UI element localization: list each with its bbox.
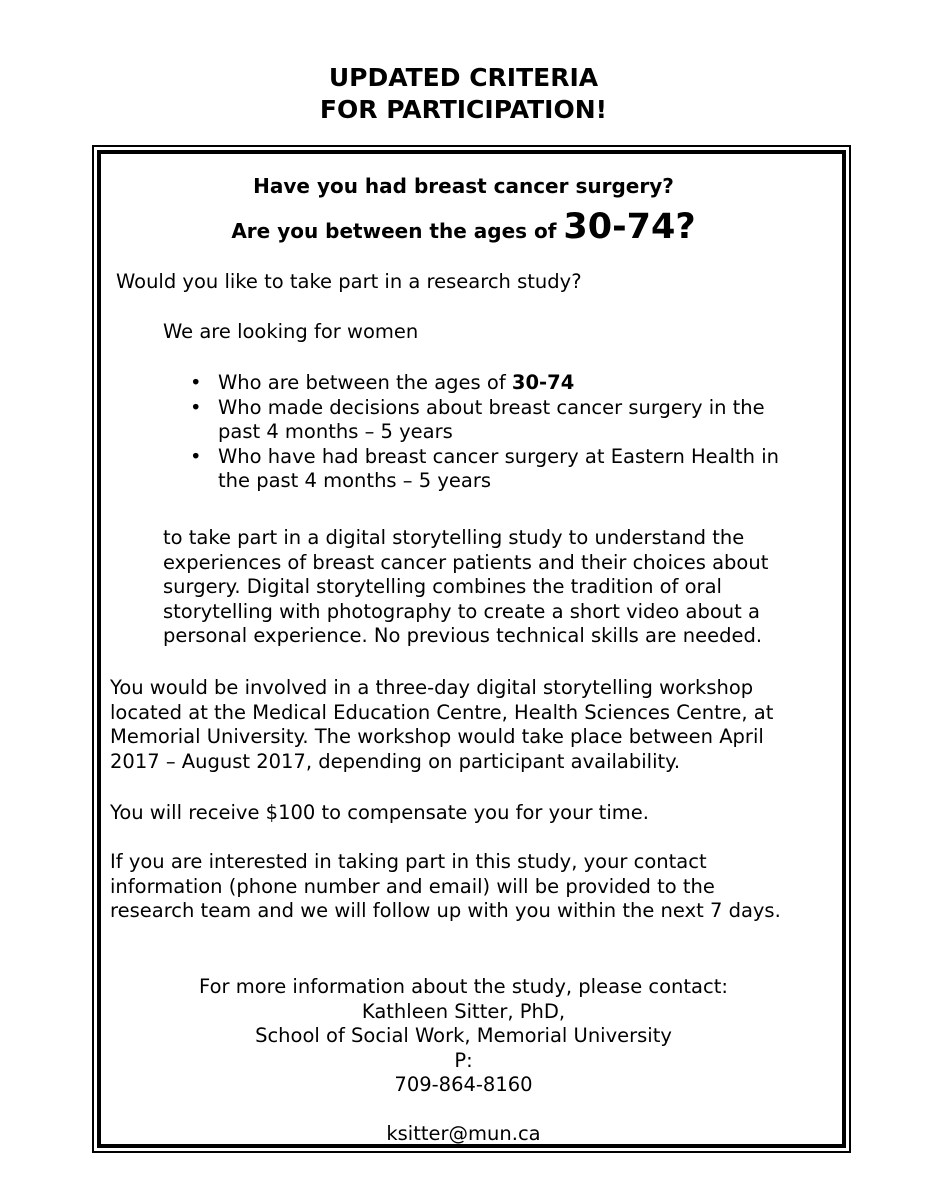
criteria-text: Who have had breast cancer surgery at Eastern Health in [218,444,780,468]
ages-question-prefix: Are you between the ages of [231,219,564,243]
title-line-1: UPDATED CRITERIA [328,63,599,92]
title-line-2: FOR PARTICIPATION! [319,95,608,124]
bullet-icon: • [190,371,202,394]
study-description [163,526,835,649]
workshop-line: 2017 – August 2017, depending on participant availability. [110,749,681,773]
contact-block [0,975,927,1147]
bullet-icon: • [190,395,202,419]
criteria-item-decisions [190,396,830,445]
study-description-line: personal experience. No previous technical skills are needed. [163,624,763,647]
looking-for-text: We are looking for women [163,320,419,343]
workshop-line: located at the Medical Education Centre, Health Sciences Centre, at [110,700,774,724]
criteria-text: Who are between the ages of [218,371,512,394]
intro-question: Would you like to take part in a research study? [116,270,582,293]
study-description-line: to take part in a digital storytelling study to understand the [163,526,745,549]
criteria-item-eastern-health [190,445,830,494]
interest-paragraph [110,850,840,924]
contact-prompt: For more information about the study, please contact: [199,975,728,998]
contact-name: Kathleen Sitter, PhD, [361,999,566,1023]
contact-details [0,1049,927,1147]
criteria-text: Who made decisions about breast cancer surgery in the [218,395,765,419]
criteria-bold-range: 30-74 [511,371,575,394]
bullet-icon: • [190,444,202,468]
phone-number[interactable]: 709-864-8160 [394,1073,533,1096]
interest-line: If you are interested in taking part in this study, your contact [110,850,707,873]
phone-prefix: P: [454,1048,473,1072]
study-description-line: experiences of breast cancer patients and their choices about [163,550,769,574]
compensation-text: You will receive $100 to compensate you for your time. [110,801,649,824]
interest-line: research team and we will follow up with you within the next 7 days. [110,899,781,922]
ages-range: 30-74? [563,207,696,247]
workshop-line: Memorial University. The workshop would take place between April [110,725,764,748]
contact-affiliation: School of Social Work, Memorial University [255,1024,672,1047]
email-link[interactable]: ksitter@mun.ca [386,1122,541,1145]
criteria-item-age [190,371,830,396]
criteria-list [190,371,830,494]
interest-line: information (phone number and email) will be provided to the [110,874,715,898]
surgery-question: Have you had breast cancer surgery? [253,174,674,198]
study-description-line: storytelling with photography to create a short video about a [163,599,760,623]
workshop-paragraph [110,676,840,774]
ages-question [0,203,927,255]
criteria-text-continued: the past 4 months – 5 years [218,469,491,492]
workshop-line: You would be involved in a three-day digital storytelling workshop [110,676,754,699]
study-description-line: surgery. Digital storytelling combines the tradition of oral [163,575,722,598]
criteria-text-continued: past 4 months – 5 years [218,420,453,443]
